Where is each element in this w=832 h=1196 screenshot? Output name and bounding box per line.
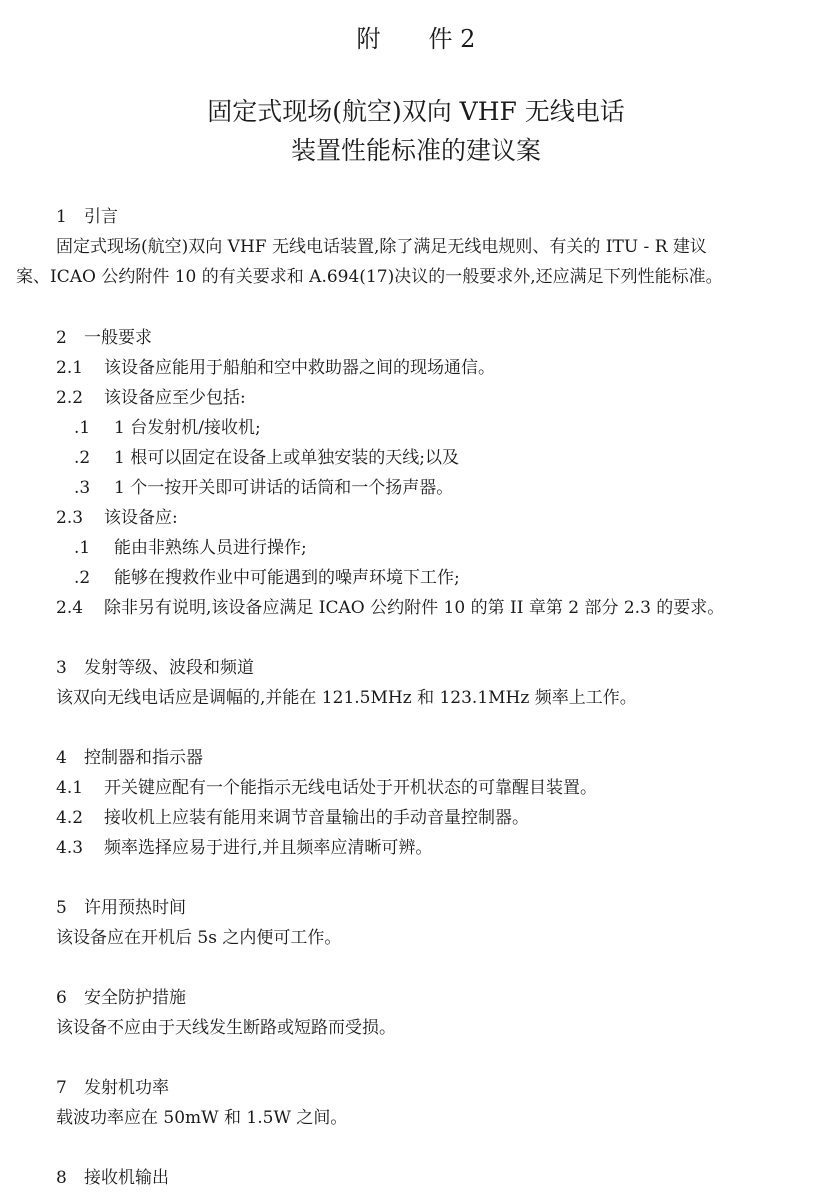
- sub-clause-text: 1 根可以固定在设备上或单独安装的天线;以及: [114, 448, 459, 468]
- sub-clause-text: 能由非熟练人员进行操作;: [114, 538, 307, 558]
- section-1-paragraph-line-1: 固定式现场(航空)双向 VHF 无线电话装置,除了满足无线电规则、有关的 ITU - R 建议: [56, 237, 707, 257]
- section-number: 7: [56, 1078, 67, 1098]
- document-title-line-1: 固定式现场(航空)双向 VHF 无线电话: [207, 97, 625, 126]
- sub-clause-number: .1: [74, 418, 91, 438]
- clause-number: 2.4: [56, 598, 84, 618]
- annex-label: [0, 22, 832, 56]
- annex-label-b: 件 2: [428, 25, 476, 53]
- clause-text: 除非另有说明,该设备应满足 ICAO 公约附件 10 的第 II 章第 2 部分 2.3 的要求。: [104, 598, 725, 618]
- clause-number: 2.1: [56, 358, 84, 378]
- clause-text: 该设备应至少包括:: [104, 388, 246, 408]
- clause-2-3-2: [74, 566, 460, 590]
- section-8-heading: [56, 1166, 169, 1190]
- section-title: 接收机输出: [84, 1168, 169, 1188]
- clause-number: 4.3: [56, 838, 84, 858]
- clause-2-1: [56, 356, 495, 380]
- section-title: 安全防护措施: [84, 988, 186, 1008]
- clause-2-2-3: [74, 476, 453, 500]
- section-number: 8: [56, 1168, 67, 1188]
- section-5-heading: [56, 896, 186, 920]
- section-3-body: 该双向无线电话应是调幅的,并能在 121.5MHz 和 123.1MHz 频率上工作。: [56, 688, 637, 708]
- section-number: 5: [56, 898, 67, 918]
- section-5-body: 该设备应在开机后 5s 之内便可工作。: [56, 928, 342, 948]
- sub-clause-number: .2: [74, 568, 91, 588]
- clause-text: 开关键应配有一个能指示无线电话处于开机状态的可靠醒目装置。: [104, 778, 597, 798]
- sub-clause-number: .1: [74, 538, 91, 558]
- section-1-paragraph-line-2: 案、ICAO 公约附件 10 的有关要求和 A.694(17)决议的一般要求外,还应满足下列性能标准。: [16, 267, 723, 287]
- clause-2-4: [56, 596, 724, 620]
- section-number: 2: [56, 328, 67, 348]
- sub-clause-number: .2: [74, 448, 91, 468]
- clause-text: 该设备应:: [104, 508, 178, 528]
- clause-text: 该设备应能用于船舶和空中救助器之间的现场通信。: [104, 358, 495, 378]
- section-title: 控制器和指示器: [84, 748, 203, 768]
- clause-number: 4.2: [56, 808, 84, 828]
- annex-label-a: 附: [356, 25, 381, 53]
- section-7-body: 载波功率应在 50mW 和 1.5W 之间。: [56, 1108, 348, 1128]
- sub-clause-text: 1 个一按开关即可讲话的话筒和一个扬声器。: [114, 478, 454, 498]
- section-2-heading: [56, 326, 152, 350]
- section-title: 发射等级、波段和频道: [84, 658, 254, 678]
- section-7-heading: [56, 1076, 169, 1100]
- clause-4-2: [56, 806, 529, 830]
- sub-clause-number: .3: [74, 478, 91, 498]
- section-title: 一般要求: [84, 328, 152, 348]
- section-6-heading: [56, 986, 186, 1010]
- sub-clause-text: 能够在搜救作业中可能遇到的噪声环境下工作;: [114, 568, 460, 588]
- section-number: 3: [56, 658, 67, 678]
- clause-4-1: [56, 776, 597, 800]
- document-title-line-2: 装置性能标准的建议案: [290, 136, 541, 165]
- clause-number: 4.1: [56, 778, 84, 798]
- section-number: 4: [56, 748, 67, 768]
- section-3-heading: [56, 656, 254, 680]
- section-title: 引言: [84, 207, 118, 227]
- section-title: 许用预热时间: [84, 898, 186, 918]
- clause-2-2-1: [74, 416, 261, 440]
- clause-number: 2.3: [56, 508, 84, 528]
- clause-number: 2.2: [56, 388, 84, 408]
- section-4-heading: [56, 746, 203, 770]
- clause-2-2-2: [74, 446, 459, 470]
- clause-2-2: [56, 386, 246, 410]
- clause-4-3: [56, 836, 432, 860]
- clause-2-3: [56, 506, 178, 530]
- clause-text: 接收机上应装有能用来调节音量输出的手动音量控制器。: [104, 808, 529, 828]
- section-title: 发射机功率: [84, 1078, 169, 1098]
- section-number: 1: [56, 207, 67, 227]
- section-number: 6: [56, 988, 67, 1008]
- sub-clause-text: 1 台发射机/接收机;: [114, 418, 261, 438]
- section-6-body: 该设备不应由于天线发生断路或短路而受损。: [56, 1018, 396, 1038]
- section-1-heading: [56, 205, 118, 229]
- clause-text: 频率选择应易于进行,并且频率应清晰可辨。: [104, 838, 433, 858]
- clause-2-3-1: [74, 536, 307, 560]
